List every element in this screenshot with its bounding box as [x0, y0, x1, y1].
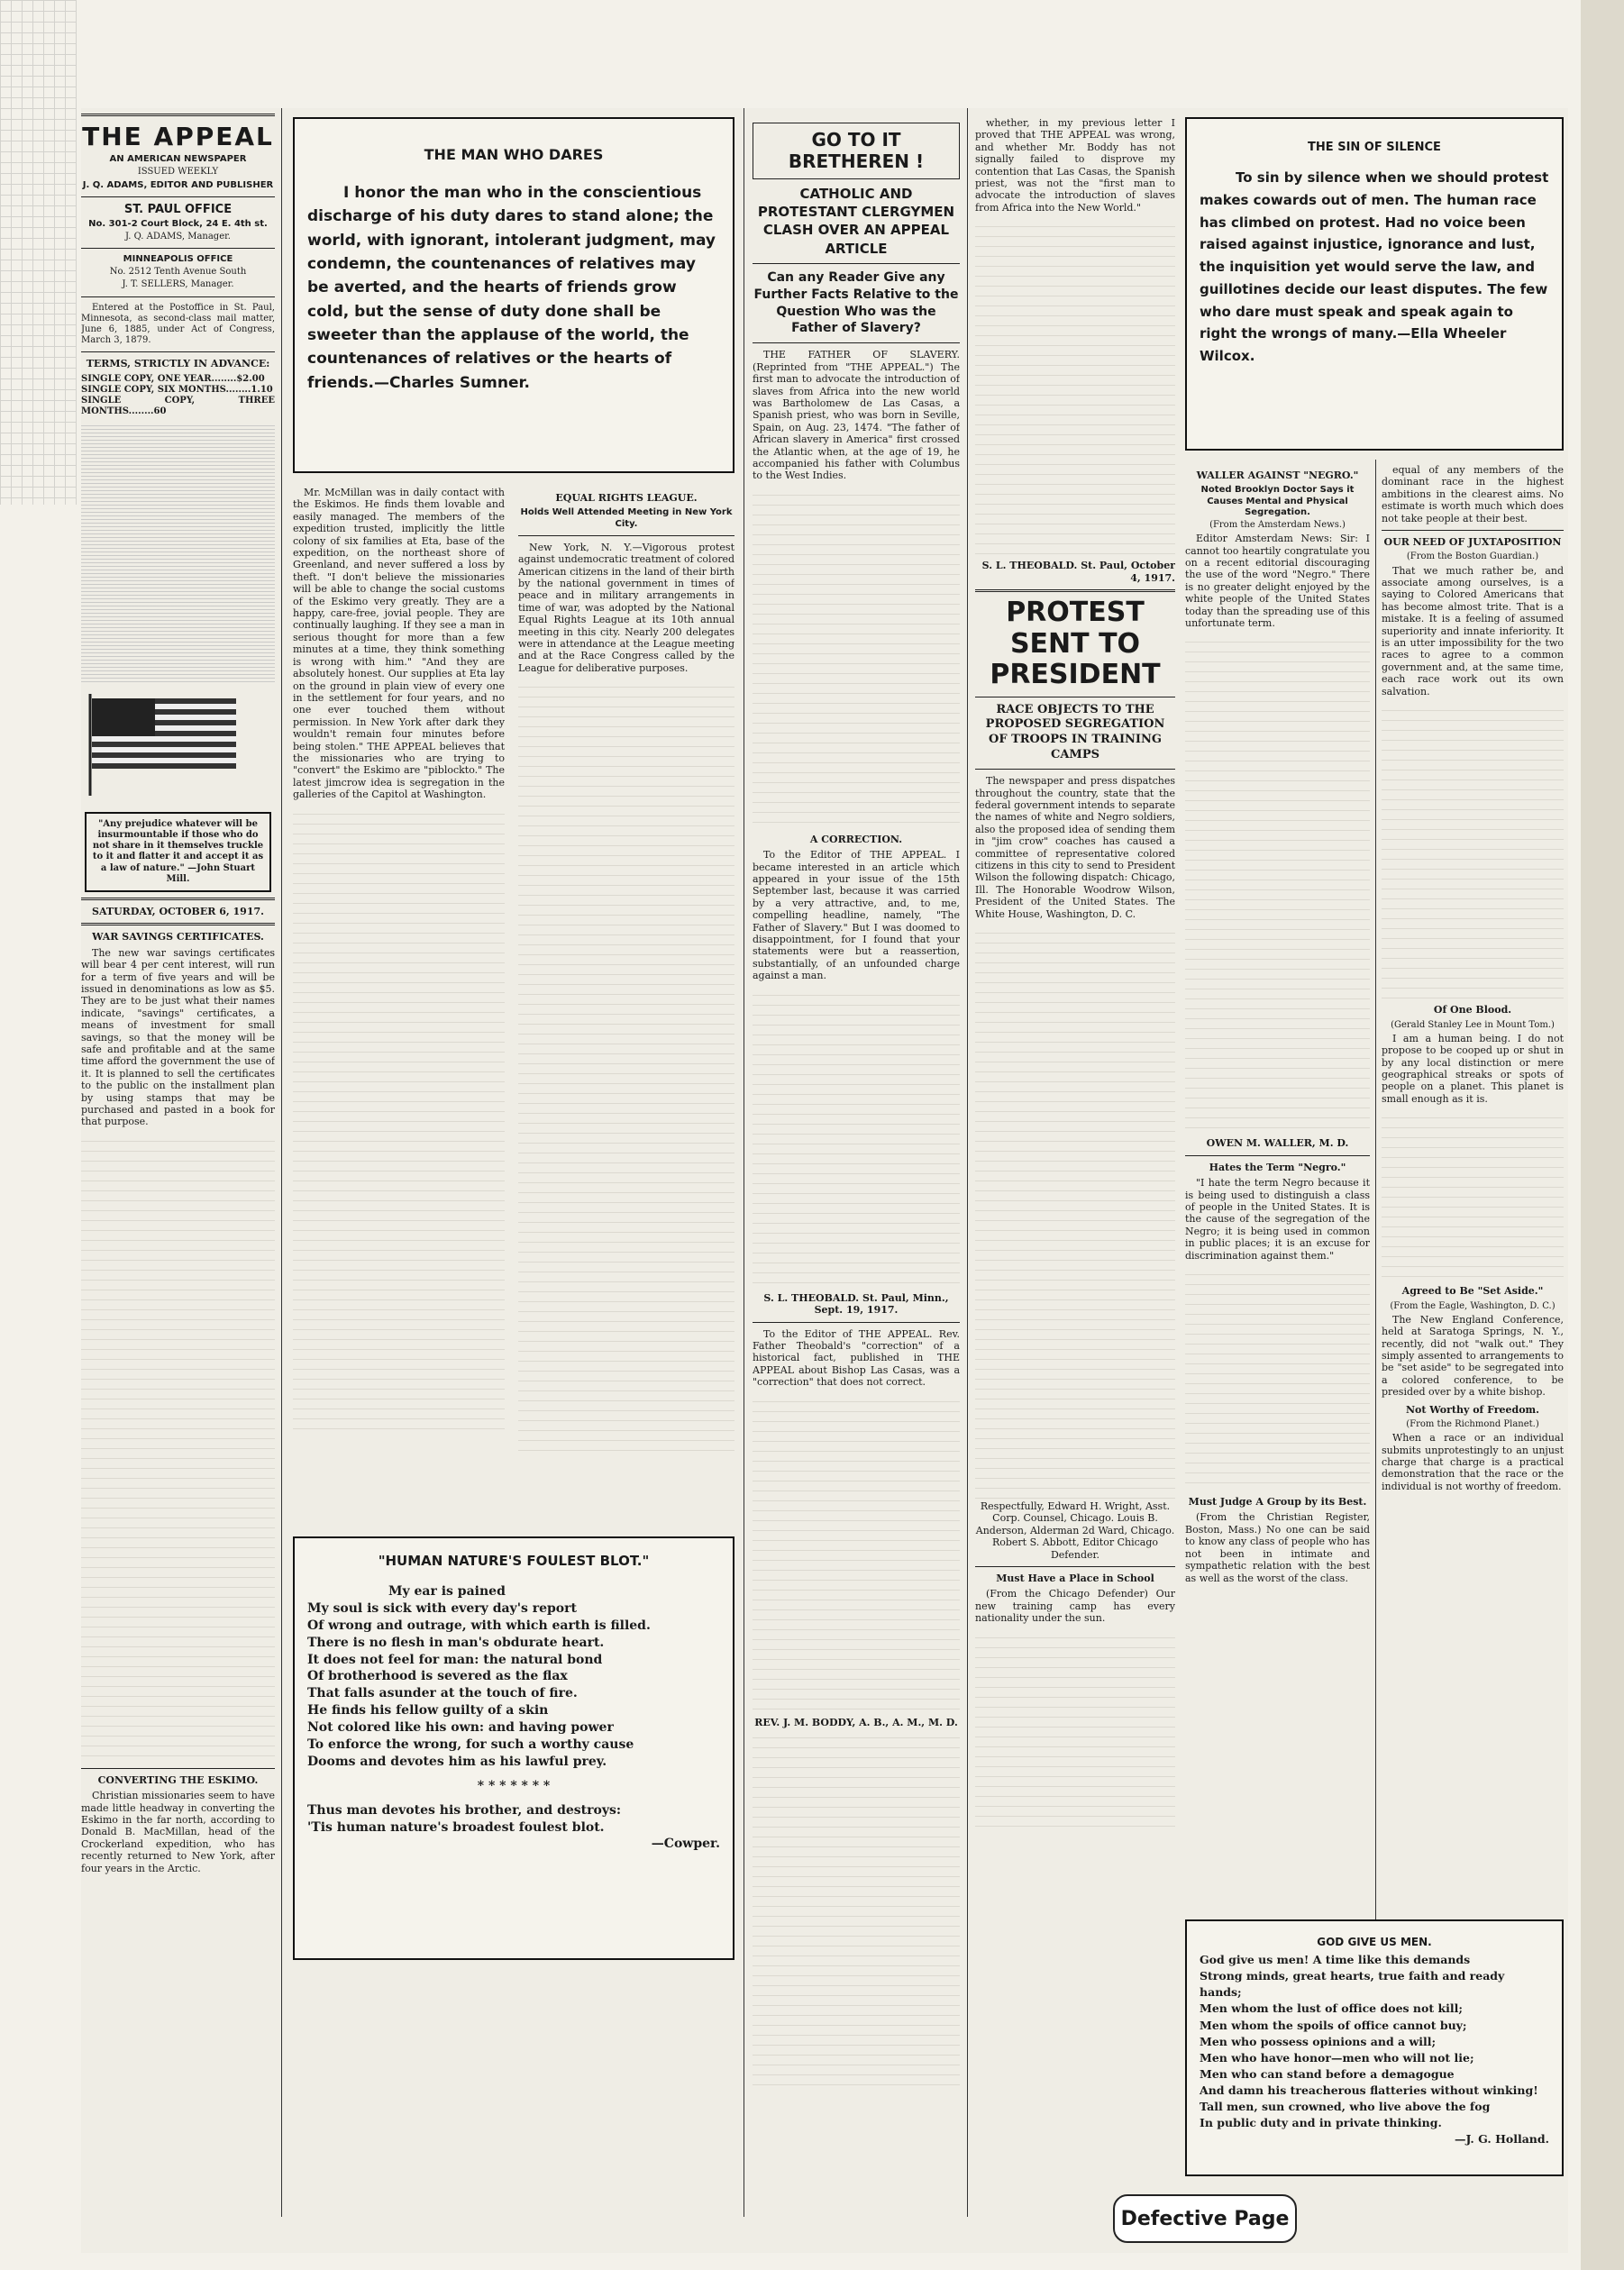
column-6 [1185, 464, 1370, 1906]
masthead-subtitle: AN AMERICAN NEWSPAPER [109, 154, 247, 165]
juxtaposition-heading: OUR NEED OF JUXTAPOSITION [1383, 536, 1562, 549]
column-5 [975, 117, 1175, 2217]
poem-line: Thus man devotes his brother, and destroys: [307, 1802, 622, 1818]
text-continuation [753, 1392, 960, 1717]
text-continuation [975, 1628, 1175, 1836]
theobald-signature: S. L. THEOBALD. St. Paul, Minn., Sept. 19, 1917. [763, 1291, 949, 1317]
poem-heading: "HUMAN NATURE'S FOULEST BLOT." [378, 1553, 650, 1569]
poem-line: To enforce the wrong, for such a worthy cause [307, 1737, 634, 1753]
sin-of-silence-box [1185, 117, 1564, 451]
juxtaposition-source: (From the Boston Guardian.) [1406, 552, 1539, 562]
one-blood-heading: Of One Blood. [1433, 1004, 1512, 1016]
not-worthy-source: (From the Richmond Planet.) [1406, 1418, 1539, 1429]
protest-body: The newspaper and press dispatches throughout the country, state that the federal government intends to separate the names of white and Negro soldiers, also the proposed idea of sending them in "jim crow" coaches has caused a committee of representative colored citizens in this city to send to President Wilson the following dispatch: Chicago, Ill. The Honorable Woodrow Wilson, President of the United States. The White House, Washington, D. C. [975, 775, 1175, 920]
waller-signature: OWEN M. WALLER, M. D. [1206, 1137, 1349, 1150]
column-masthead [81, 108, 275, 2217]
set-aside-body: The New England Conference, held at Saratoga Springs, N. Y., recently, did not "walk out." They simply assented to arrangements to be "set aside" to be segregated into a colored conference, to be presided over by a white bishop. [1382, 1313, 1564, 1399]
poem-line: Men who can stand before a demagogue [1200, 2066, 1455, 2081]
column-rule [281, 108, 282, 2217]
text-continuation [753, 486, 960, 828]
american-flag-image [81, 689, 243, 798]
poem-line: My ear is pained [388, 1584, 506, 1599]
terms-list [81, 374, 275, 418]
poem-line: Tall men, sun crowned, who live above the fog [1200, 2100, 1491, 2114]
text-continuation [753, 1728, 960, 2089]
set-aside-source: (From the Eagle, Washington, D. C.) [1390, 1300, 1556, 1311]
man-who-dares-body: I honor the man who in the conscientious discharge of his duty dares to stand alone; the world, with ignorant, intolerant judgment, may condemn, the countenances of relatives may be averted, and the hearts of friends grow cold, but the sense of duty done shall be sweeter than the applause of the world, the countenances of relatives or the hearts of friends.—Charles Sumner. [307, 184, 716, 392]
poem-line: Of brotherhood is severed as the flax [307, 1669, 568, 1684]
text-continuation [1185, 1265, 1370, 1491]
poem-line: It does not feel for man: the natural bond [307, 1652, 603, 1667]
office-minneapolis-address: No. 2512 Tenth Avenue South [109, 267, 247, 278]
poem-line: Men whom the spoils of office cannot buy; [1200, 2018, 1467, 2032]
poem-lines [307, 1583, 720, 1853]
office-minneapolis-manager: J. T. SELLERS, Manager. [122, 279, 234, 290]
theobald-reply-signature: S. L. THEOBALD. St. Paul, October 4, 1917. [981, 560, 1175, 584]
poem-line: That falls asunder at the touch of fire. [307, 1686, 578, 1701]
eskimo-heading: CONVERTING THE ESKIMO. [97, 1773, 259, 1786]
column-7 [1382, 464, 1564, 1906]
office-stpaul-manager: J. Q. ADAMS, Manager. [125, 231, 231, 242]
god-give-us-men-box [1185, 1919, 1564, 2176]
text-continuation [1382, 1108, 1564, 1280]
poem-line: Men who possess opinions and a will; [1200, 2034, 1437, 2048]
poem-line: Men whom the lust of office does not kill; [1200, 2001, 1463, 2016]
column-4 [753, 117, 960, 2217]
human-nature-poem-box [293, 1536, 734, 1960]
text-continuation [753, 986, 960, 1292]
school-heading: Must Have a Place in School [996, 1573, 1154, 1585]
sin-heading: THE SIN OF SILENCE [1308, 141, 1441, 154]
text-continuation [1382, 701, 1564, 998]
terms-item: SINGLE COPY, ONE YEAR........$2.00 [81, 373, 265, 384]
terms-item: SINGLE COPY, SIX MONTHS........1.10 [81, 384, 273, 395]
poem-line: Not colored like his own: and having power [307, 1720, 614, 1736]
office-minneapolis: MINNEAPOLIS OFFICE [123, 253, 233, 264]
office-stpaul-address: No. 301-2 Court Block, 24 E. 4th st. [88, 218, 268, 229]
juxtaposition-body: That we much rather be, and associate among ourselves, is a saying to Colored Americans that has become almost trite. That is a mistake. It is a feeling of assumed superiority and innate inferiority. It is an utter impossibility for the two races to agree to a common government and, at the same time, each race work out its own salvation. [1382, 564, 1564, 697]
fine-print-block [81, 423, 275, 684]
column-rule [967, 108, 968, 2217]
text-continuation [975, 924, 1175, 1500]
hates-body: "I hate the term Negro because it is being used to distinguish a class of people in the United States. It is the cause of the segregation of the Negro; it is being used in common in public places; it is an excuse for discrimination against them." [1185, 1177, 1370, 1262]
column-3 [518, 487, 734, 1518]
eskimo-body: Christian missionaries seem to have made little headway in converting the Eskimo in the far north, according to Donald B. MacMillan, head of the Crockerland expedition, who has recently returned to New York, after four years in the Arctic. [81, 1790, 275, 1874]
equal-rights-heading: EQUAL RIGHTS LEAGUE. [555, 492, 698, 504]
poem-line: In public duty and in private thinking. [1200, 2116, 1442, 2130]
waller-source: (From the Amsterdam News.) [1209, 519, 1346, 530]
school-body: (From the Chicago Defender) Our new training camp has every nationality under the sun. [975, 1588, 1175, 1625]
one-blood-body: I am a human being. I do not propose to be cooped up or shut in by any local distinction or mere geographical streaks or spots of people on a planet. This planet is small enough as it is. [1382, 1032, 1564, 1105]
protest-signers: Respectfully, Edward H. Wright, Asst. Corp. Counsel, Chicago. Louis B. Anderson, Alderman 2d Ward, Chicago. Robert S. Abbott, Editor Chicago Defender. [975, 1500, 1175, 1561]
hates-heading: Hates the Term "Negro." [1209, 1161, 1346, 1173]
boddy-letter: To the Editor of THE APPEAL. Rev. Father Theobald's "correction" of a historical fact, published in THE APPEAL about Bishop Las Casas, was a "correction" that does not correct. [753, 1327, 960, 1389]
postal-entry: Entered at the Postoffice in St. Paul, Minnesota, as second-class mail matter, June 6, 1885, under Act of Congress, March 3, 1879. [81, 302, 275, 346]
protest-heading: PROTEST SENT TO PRESIDENT [990, 597, 1161, 691]
father-of-slavery-body: THE FATHER OF SLAVERY. (Reprinted from "THE APPEAL.") The first man to advocate the introduction of slaves from Africa into the new world was Bartholomew de Las Casas, a Spanish priest, who was born in Seville, Spain, on Aug. 23, 1474. "The father of African slavery in America" first crossed the Atlantic when, at the age of 19, he accompanied his father with Columbus to the West Indies. [753, 349, 960, 482]
poem-line: He finds his fellow guilty of a skin [307, 1703, 549, 1718]
poem-line: Men who have honor—men who will not lie; [1200, 2050, 1474, 2065]
poem-author: —Cowper. [651, 1837, 720, 1852]
defective-page-stamp: Defective Page [1113, 2194, 1297, 2243]
text-continuation [518, 678, 734, 1453]
not-worthy-heading: Not Worthy of Freedom. [1406, 1403, 1539, 1416]
man-who-dares-box [293, 117, 734, 473]
poem-line: There is no flesh in man's obdurate heart. [307, 1635, 605, 1650]
masthead-title: THE APPEAL [82, 122, 274, 151]
waller-body: Editor Amsterdam News: Sir: I cannot too heartily congratulate you on a recent editorial discouraging the use of the word "Negro." There is no greater delight enjoyed by the white people of the United States today than the spreading use of this unfortunate term. [1185, 533, 1370, 629]
text-continuation [1185, 633, 1370, 1137]
god-poem-author: —J. G. Holland. [1454, 2132, 1549, 2147]
terms-heading: TERMS, STRICTLY IN ADVANCE: [86, 358, 270, 370]
protest-subhead: RACE OBJECTS TO THE PROPOSED SEGREGATION OF TROOPS IN TRAINING CAMPS [985, 702, 1165, 762]
poem-stars: * * * * * * * [477, 1778, 551, 1793]
text-continuation [81, 1132, 275, 1763]
war-savings-body: The new war savings certificates will bear 4 per cent interest, will run for a term of five years and will be issued in denominations as low as $5. They are to be just what their names indicate, "savings" certificates, a means of investment for small savings, so that the money will be safe and profitable and at the same time afford the government the use of it. It is planned to sell the certificates to the public on the installment plan by using stamps that may be purchased and pasted in a book for that purpose. [81, 946, 275, 1128]
equal-rights-subhead: Holds Well Attended Meeting in New York City. [520, 507, 733, 529]
column-rule [1375, 460, 1376, 1919]
poem-line: 'Tis human nature's broadest foulest blot. [307, 1819, 605, 1835]
eskimo-continuation: Mr. McMillan was in daily contact with the Eskimos. He finds them lovable and easily managed. The members of the expedition trusted, implicitly the little colony of six families at Eta, base of the expedition, on the northeast shore of Greenland, and never suffered a loss by theft. "I don't believe the missionaries will be able to change the social customs of the Eskimo very greatly. They are a happy, care-free, jovial people. They are continually laughing. If they see a man in serious thought for more than a few minutes at a time, they think something is wrong with him." "And they are absolutely honest. Our supplies at Eta lay on the ground in plain view of every one in the settlement for four years, and no one ever touched them without permission. In New York after dark they wouldn't remain four minutes before being stolen." THE APPEAL believes that the missionaries who are trying to "convert" the Eskimo are "piblockto." The latest jimcrow idea is segregation in the galleries of the Capitol at Washington. [293, 487, 505, 801]
poem-line: My soul is sick with every day's report [307, 1600, 577, 1616]
mill-quote-box [85, 812, 271, 892]
group-heading: Must Judge A Group by its Best. [1188, 1496, 1367, 1509]
waller-heading: WALLER AGAINST "NEGRO." [1196, 469, 1359, 481]
page-edge [1581, 0, 1624, 2270]
poem-line: Dooms and devotes him as his lawful prey. [307, 1754, 607, 1769]
film-margin-grid [0, 0, 77, 505]
one-blood-source: (Gerald Stanley Lee in Mount Tom.) [1391, 1019, 1555, 1030]
poem-line: And damn his treacherous flatteries without winking! [1200, 2083, 1538, 2097]
group-continuation: equal of any members of the dominant race in the highest ambitions in the clearest aims. No estimate is worth much which does not take people at their best. [1382, 464, 1564, 524]
masthead-editor: J. Q. ADAMS, EDITOR AND PUBLISHER [82, 179, 274, 190]
group-body: (From the Christian Register, Boston, Mass.) No one can be said to know any class of people who has not been in intimate and sympathetic relation with the best as well as the worst of the class. [1185, 1511, 1370, 1584]
sin-body: To sin by silence when we should protest makes cowards out of men. The human race has climbed on protest. Had no voice been raised against injustice, ignorance and lust, the inquisition yet would serve the law, and guillotines decide our least disputes. The few who dare must speak and speak again to right the wrongs of many.—Ella Wheeler Wilcox. [1200, 169, 1549, 364]
bretheren-subhead: CATHOLIC AND PROTESTANT CLERGYMEN CLASH OVER AN APPEAL ARTICLE [757, 185, 955, 257]
column-2 [293, 487, 505, 1518]
text-continuation [975, 217, 1175, 560]
terms-item: SINGLE COPY, THREE MONTHS........60 [81, 396, 275, 417]
god-heading: GOD GIVE US MEN. [1317, 1936, 1432, 1948]
newspaper-page [81, 108, 1568, 2253]
correction-heading: A CORRECTION. [809, 833, 903, 845]
poem-line: God give us men! A time like this demands [1200, 1953, 1471, 1966]
war-savings-heading: WAR SAVINGS CERTIFICATES. [92, 931, 264, 944]
man-who-dares-heading: THE MAN WHO DARES [424, 146, 604, 163]
office-stpaul: ST. PAUL OFFICE [123, 202, 233, 216]
correction-body: To the Editor of THE APPEAL. I became interested in an article which appeared in your issue of the 15th September last, because it was carried by a very attractive, and, to me, compelling headline, namely, "The Father of Slavery." But I was doomed to disappointment, for I found that your statements were but a reassertion, substantially, of an unfounded charge against a man. [753, 849, 960, 982]
text-continuation [293, 805, 505, 1436]
issue-date: SATURDAY, OCTOBER 6, 1917. [92, 905, 264, 917]
waller-subhead: Noted Brooklyn Doctor Says it Causes Mental and Physical Segregation. [1200, 485, 1355, 517]
theobald-reply-body: whether, in my previous letter I proved that THE APPEAL was wrong, and whether Mr. Boddy has not signally failed to disprove my contention that Las Casas, the Spanish priest, was not the "first man to advocate the introduction of slaves from Africa into the New World." [975, 117, 1175, 214]
bretheren-question: Can any Reader Give any Further Facts Relative to the Question Who was the Father of Slavery? [753, 269, 959, 336]
poem-line: Of wrong and outrage, with which earth is filled. [307, 1618, 651, 1633]
masthead-issued: ISSUED WEEKLY [137, 167, 219, 178]
bretheren-heading: GO TO IT BRETHEREN ! [753, 123, 960, 179]
god-poem-lines [1200, 1952, 1549, 2148]
poem-line: Strong minds, great hearts, true faith and ready hands; [1200, 1969, 1505, 2000]
equal-rights-body: New York, N. Y.—Vigorous protest against undemocratic treatment of colored American citizens in the land of their birth by the national government in times of peace and in military arrangements in time of war, was adopted by the National Equal Rights League at its 10th annual meeting in this city. Nearly 200 delegates were in attendance at the League meeting and at the Race Congress called by the League for deliberative purposes. [518, 541, 734, 674]
boddy-signature: REV. J. M. BODDY, A. B., A. M., M. D. [754, 1716, 958, 1728]
mill-quote: "Any prejudice whatever will be insurmountable if those who do not share in it themselves truckle to it and flatter it and accept it as a law of nature." —John Stuart Mill. [92, 818, 264, 884]
not-worthy-body: When a race or an individual submits unprotestingly to an unjust charge that charge is a practical demonstration that the race or the individual is not worthy of freedom. [1382, 1432, 1564, 1492]
set-aside-heading: Agreed to Be "Set Aside." [1401, 1285, 1544, 1298]
